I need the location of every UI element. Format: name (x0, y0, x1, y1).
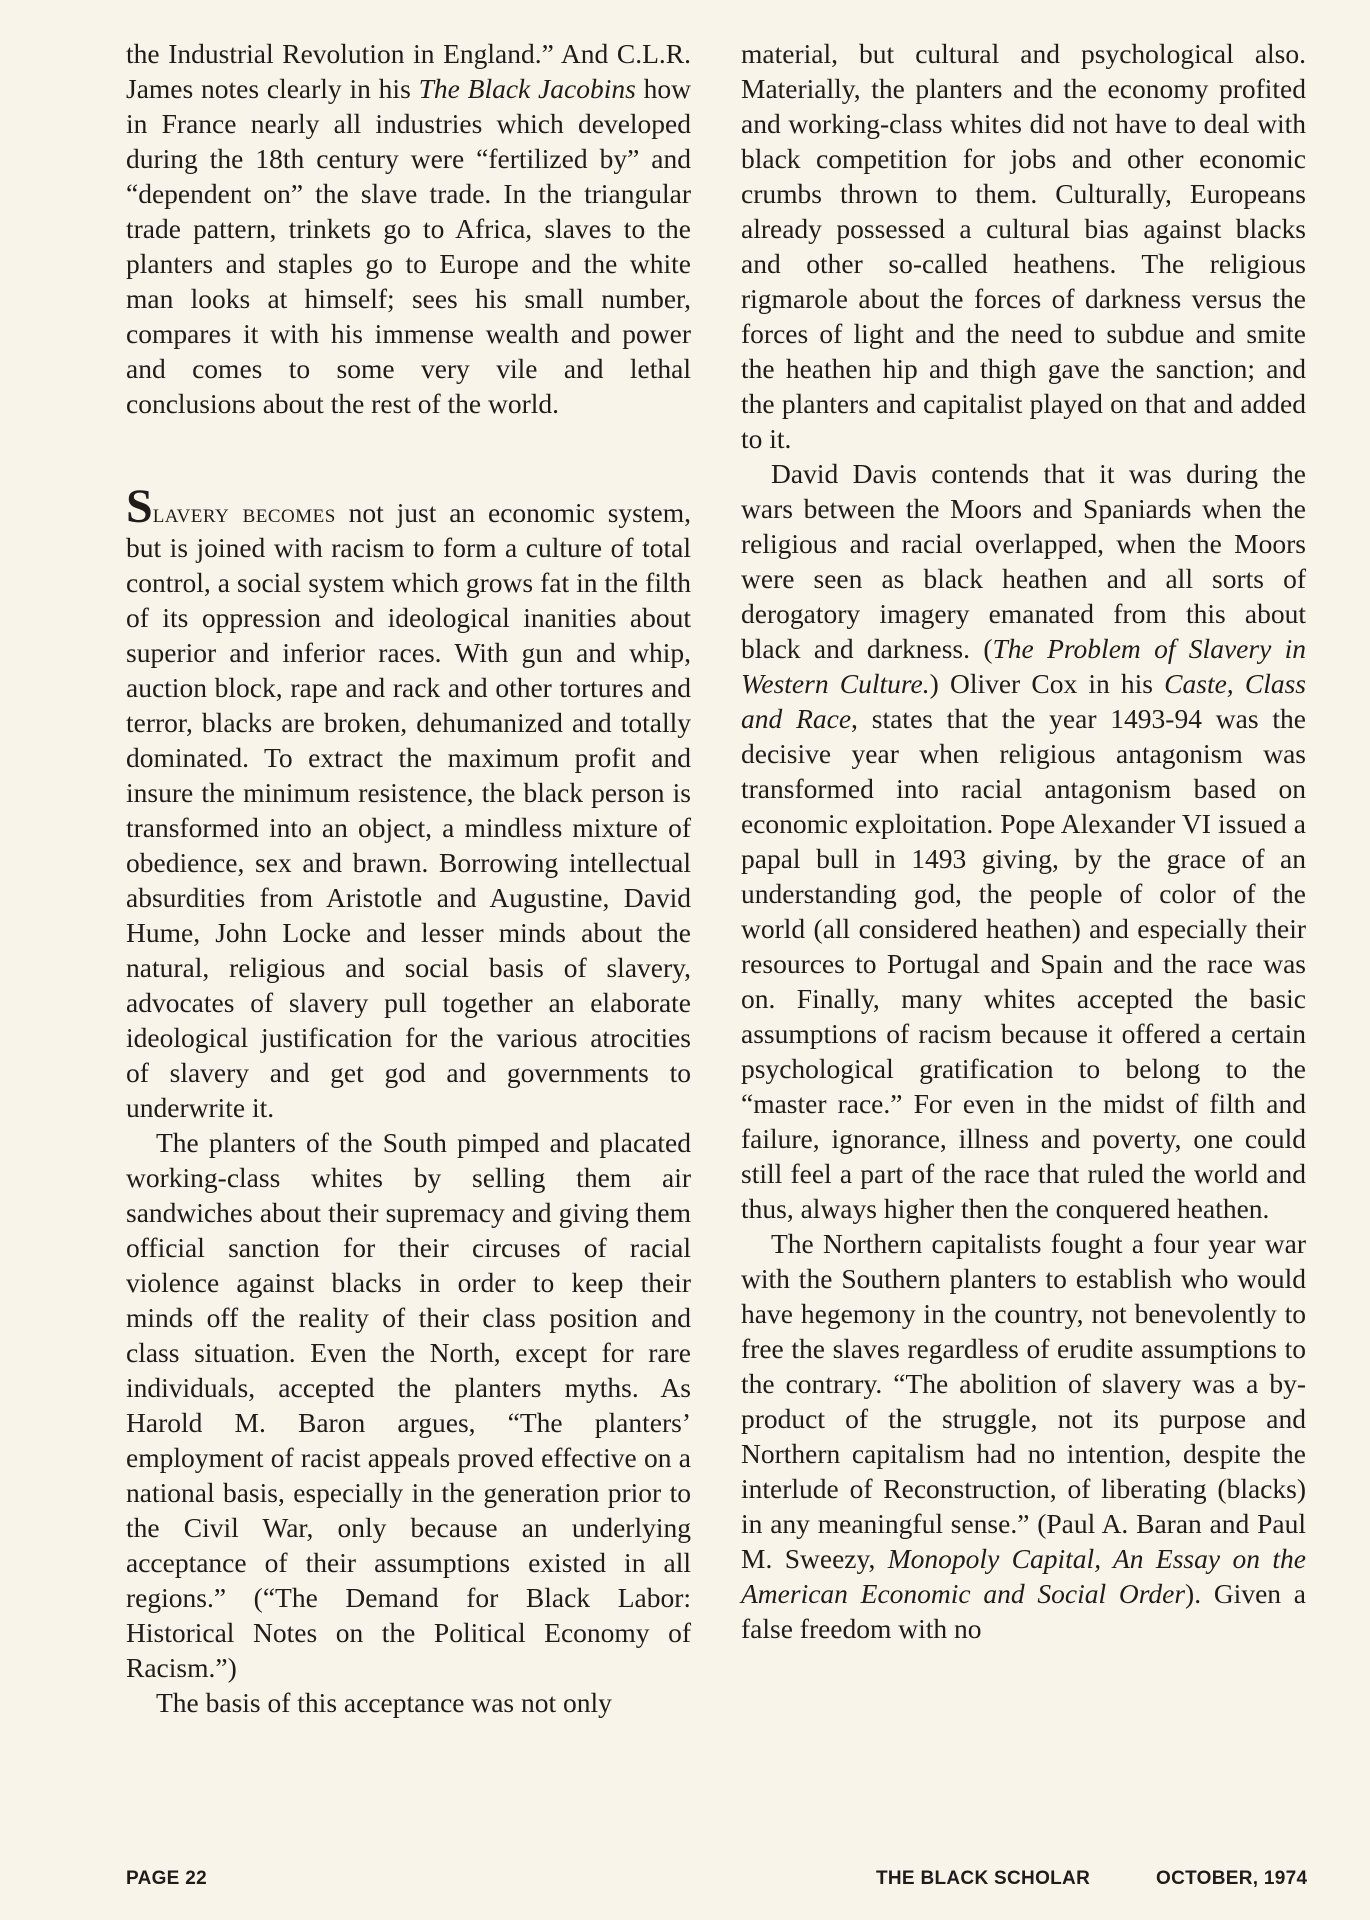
text-run: ) Oliver Cox in his (929, 668, 1165, 699)
left-paragraph-4: The basis of this acceptance was not only (156, 1687, 612, 1718)
book-title-caste-class-race: Caste, Class and Race (741, 668, 1306, 734)
issue-date: OCTOBER, 1974 (1156, 1868, 1308, 1889)
text-run: ). Given a false freedom with no (741, 1578, 1306, 1644)
publication-name: THE BLACK SCHOLAR (876, 1868, 1091, 1889)
right-column (741, 36, 1306, 1646)
drop-cap: S (126, 480, 153, 533)
section-lead-in: lavery becomes (152, 497, 336, 528)
book-title-monopoly-capital: Monopoly Capital, An Essay on the American Economic and Social Order (741, 1543, 1307, 1609)
text-run: David Davis contends that it was during the wars between the Moors and Spaniards when the religious and racial overlapped, when the Moors were seen as black heathen and all sorts of derogatory imagery emanated from this about black and darkness. ( (741, 458, 1306, 664)
right-paragraph-3 (741, 1226, 1306, 1646)
right-paragraph-1: material, but cultural and psychological also. Materially, the planters and the economy profited and working-class whites did not have to deal with black competition for jobs and other economic crumbs thrown to them. Culturally, Europeans already possessed a cultural bias against blacks and other so-called heathens. The religious rigmarole about the forces of darkness versus the forces of light and the need to subdue and smite the heathen hip and thigh gave the sanction; and the planters and capitalist played on that and added to it. (741, 38, 1306, 454)
page-number: PAGE 22 (126, 1868, 207, 1889)
text-run: not just an economic system, but is joined with racism to form a culture of total control, a social system which grows fat in the filth of its oppression and ideological inanities about superior and inferior races. With gun and whip, auction block, rape and rack and other tortures and terror, blacks are broken, dehumanized and totally dominated. To extract the maximum profit and insure the minimum resistence, the black person is transformed into an object, a mindless mixture of obedience, sex and brawn. Borrowing intellectual absurdities from Aristotle and Augustine, David Hume, John Locke and lesser minds about the natural, religious and social basis of slavery, advocates of slavery pull together an elaborate ideological justification for the various atrocities of slavery and get god and governments to underwrite it. (126, 497, 691, 1123)
text-run: , states that the year 1493-94 was the decisive year when religious antagonism was transformed into racial antagonism based on economic exploitation. Pope Alexander VI issued a papal bull in 1493 giving, by the grace of an understanding god, the people of color of the world (all considered heathen) and especially their resources to Portugal and Spain and the race was on. Finally, many whites accepted the basic assumptions of racism because it offered a certain psychological gratification to belong to the “master race.” For even in the midst of filth and failure, ignorance, illness and poverty, one could still feel a part of the race that ruled the world and thus, always higher then the conquered heathen. (741, 703, 1306, 1224)
book-title-black-jacobins: The Black Jacobins (418, 73, 636, 104)
book-title-problem-of-slavery: The Problem of Slavery in Western Culture. (741, 633, 1306, 699)
text-run: The Northern capitalists fought a four year war with the Southern planters to establish who would have hegemony in the country, not benevolently to free the slaves regardless of erudite assumptions to the contrary. “The abolition of slavery was a by-product of the struggle, not its purpose and Northern capitalism had no intention, despite the interlude of Reconstruction, of liberating (blacks) in any meaningful sense.” (Paul A. Baran and Paul M. Sweezy, (741, 1228, 1306, 1574)
text-run: how in France nearly all industries which developed during the 18th century were “fertilized by” and “dependent on” the slave trade. In the triangular trade pattern, trinkets go to Africa, slaves to the planters and staples go to Europe and the white man looks at himself; sees his small number, compares it with his immense wealth and power and comes to some very vile and lethal conclusions about the rest of the world. (126, 73, 691, 419)
left-paragraph-3: The planters of the South pimped and placated working-class whites by selling them air sandwiches about their supremacy and giving them official sanction for their circuses of racial violence against blacks in order to keep their minds off the reality of their class position and class situation. Even the North, except for rare individuals, accepted the planters myths. As Harold M. Baron argues, “The planters’ employment of racist appeals proved effective on a national basis, especially in the generation prior to the Civil War, only because an underlying acceptance of their assumptions existed in all regions.” (“The Demand for Black Labor: Historical Notes on the Political Economy of Racism.”) (126, 1127, 691, 1683)
left-paragraph-1 (126, 36, 691, 421)
left-paragraph-2 (126, 480, 691, 1125)
right-paragraph-2 (741, 456, 1306, 1226)
text-run: the Industrial Revolution in England.” And C.L.R. James notes clearly in his (126, 38, 691, 104)
left-column (126, 36, 691, 1720)
